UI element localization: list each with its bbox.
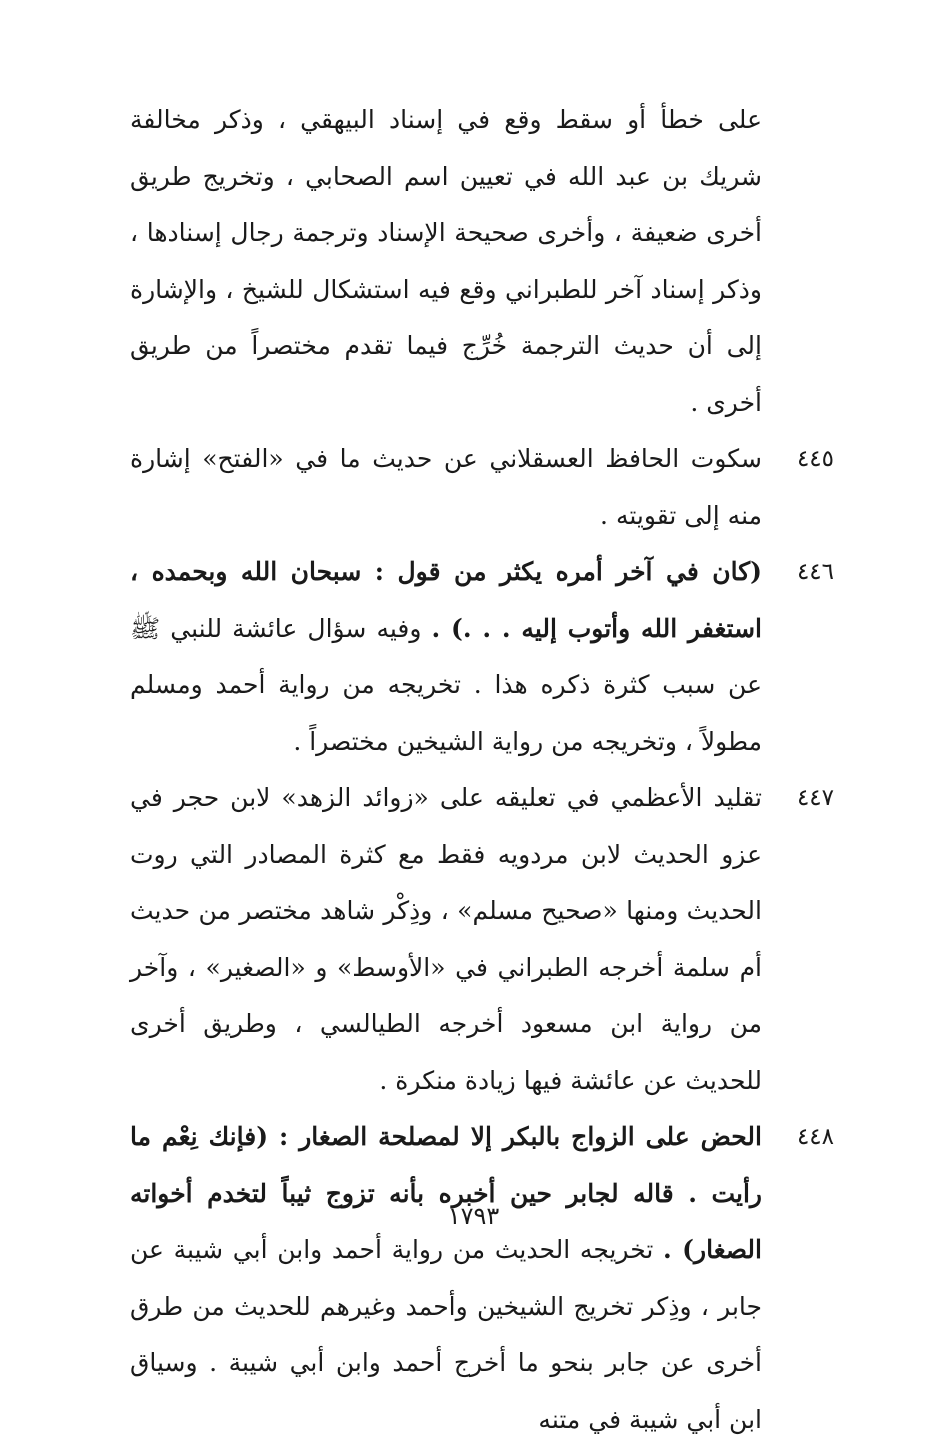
entry-hadith-text: (كان في آخر أمره يكثر من قول : سبحان الله وبحمده ، استغفر الله وأتوب إليه . . .) . bbox=[130, 557, 762, 643]
entry-paragraph bbox=[130, 1109, 762, 1448]
entry-448 bbox=[130, 1109, 834, 1448]
entry-number: ٤٤٥ bbox=[796, 446, 834, 472]
entry-number: ٤٤٦ bbox=[796, 559, 834, 585]
entry-number: ٤٤٧ bbox=[796, 785, 834, 811]
entry-paragraph bbox=[130, 544, 762, 770]
entry-text: وفيه سؤال عائشة للنبي ﷺ عن سبب كثرة ذكره هذا . تخريجه من رواية أحمد ومسلم مطولاً ، وتخريجه من رواية الشيخين مختصراً . bbox=[130, 613, 762, 756]
entry-text: تخريجه الحديث من رواية أحمد وابن أبي شيبة عن جابر ، وذِكر تخريج الشيخين وأحمد وغيرهم للحديث من طرق أخرى عن جابر بنحو ما أخرج أحمد وابن أبي شيبة . وسياق ابن أبي شيبة في متنه bbox=[130, 1235, 762, 1434]
intro-paragraph: على خطأ أو سقط وقع في إسناد البيهقي ، وذكر مخالفة شريك بن عبد الله في تعيين اسم الصحابي ، وتخريج طريق أخرى ضعيفة ، وأخرى صحيحة الإسناد وترجمة رجال إسنادها ، وذكر إسناد آخر للطبراني وقع فيه استشكال للشيخ ، والإشارة إلى أن حديث الترجمة خُرِّج فيما تقدم مختصراً من طريق أخرى . bbox=[130, 105, 762, 417]
entry-446 bbox=[130, 544, 834, 770]
entry-hadith-text: الحض على الزواج بالبكر إلا لمصلحة الصغار : (فإنك نِعْم ما رأيت . قاله لجابر حين أخبره بأنه تزوج ثيباً لتخدم أخواته الصغار) . bbox=[130, 1122, 762, 1264]
entry-text: سكوت الحافظ العسقلاني عن حديث ما في «الفتح» إشارة منه إلى تقويته . bbox=[130, 444, 762, 530]
entry-447 bbox=[130, 770, 834, 1109]
entry-text: تقليد الأعظمي في تعليقه على «زوائد الزهد» لابن حجر في عزو الحديث لابن مردويه فقط مع كثرة المصادر التي روت الحديث ومنها «صحيح مسلم» ، وذِكْر شاهد مختصر من حديث أم سلمة أخرجه الطبراني في «الأوسط» و «الصغير» ، وآخر من رواية ابن مسعود أخرجه الطيالسي ، وطريق أخرى للحديث عن عائشة فيها زيادة منكرة . bbox=[130, 783, 762, 1095]
page-body bbox=[130, 92, 834, 1448]
entry-number: ٤٤٨ bbox=[796, 1124, 834, 1150]
page-number: ١٧٩٣ bbox=[447, 1202, 500, 1230]
entry-445 bbox=[130, 431, 834, 544]
